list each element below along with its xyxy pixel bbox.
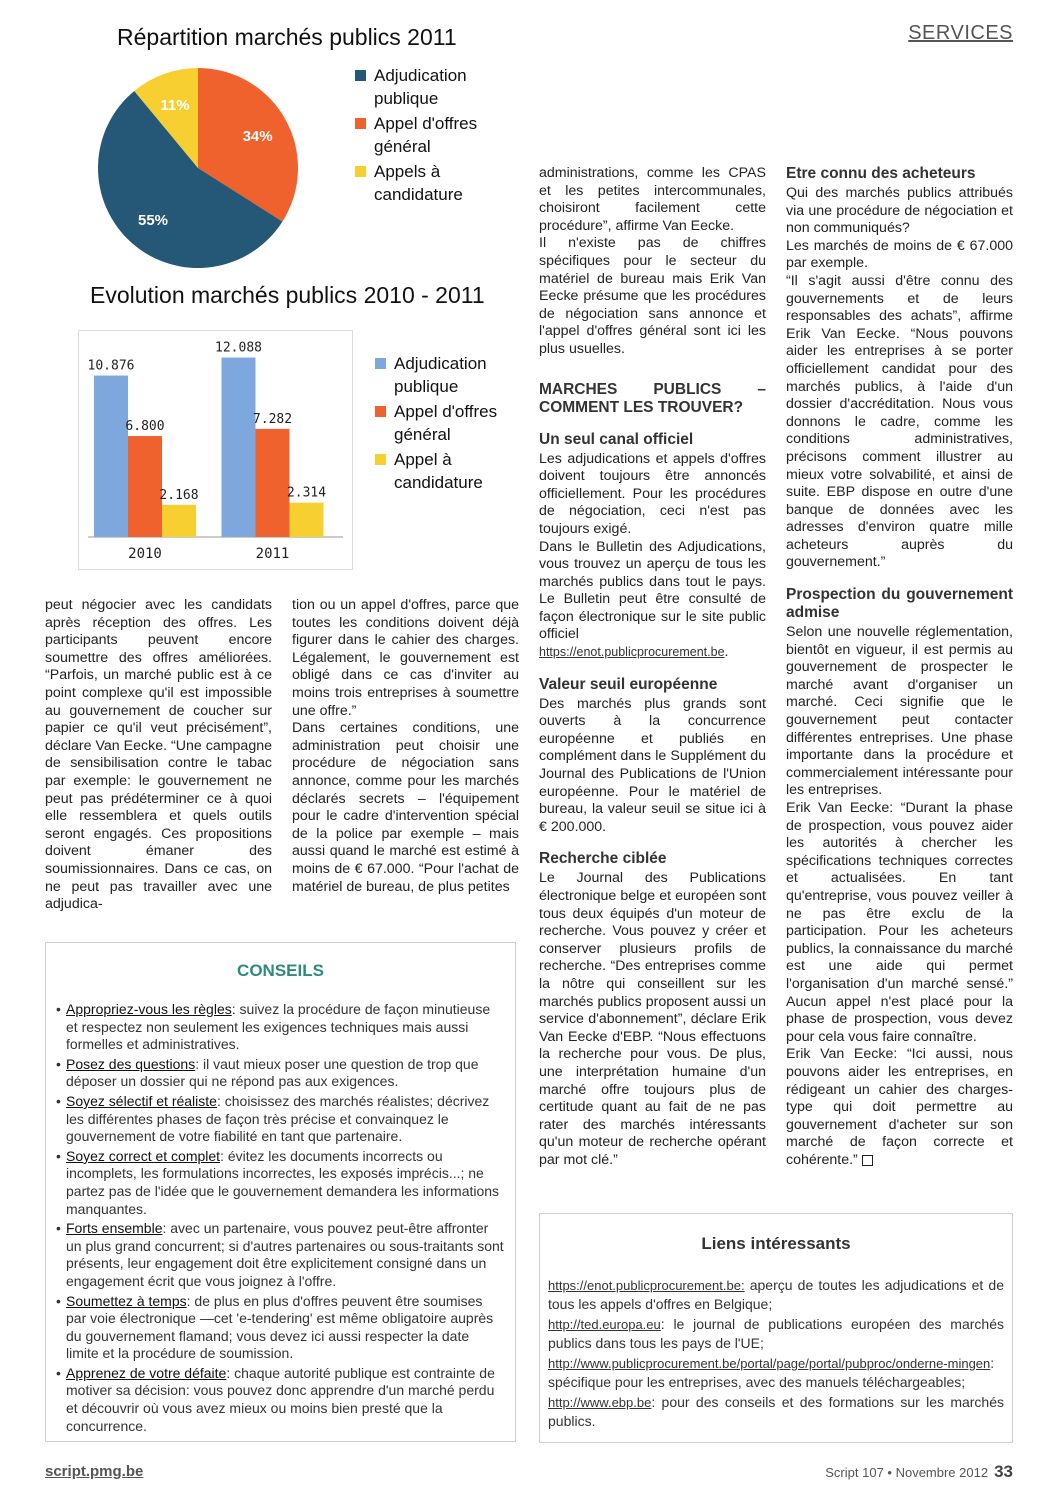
paragraph: administrations, comme les CPAS et les petites intercommunales, choisiront facilement cette procédure”, affirme Van Eecke.: [539, 165, 766, 234]
conseil-item: [56, 1056, 505, 1091]
bar-value-label: 6.800: [125, 419, 165, 435]
bar-value-label: 2.168: [159, 487, 199, 503]
pie-legend-item: [355, 112, 505, 158]
legend-label: Appel d'offres général: [374, 114, 478, 156]
bar-legend-item: [375, 448, 525, 494]
pie-slice-label: 11%: [160, 97, 190, 115]
conseil-term: Soumettez à temps: [66, 1292, 187, 1309]
bullet-icon: •: [56, 1001, 61, 1017]
conseils-title: CONSEILS: [237, 961, 324, 980]
legend-label: Appel à candidature: [394, 450, 483, 492]
bar: [256, 429, 290, 537]
bar: [162, 505, 196, 537]
paragraph: Les marchés de moins de € 67.000 par exemple.: [786, 237, 1013, 272]
x-tick-label: 2011: [255, 546, 290, 562]
page-number: 33: [994, 1462, 1013, 1481]
conseil-item: [56, 1293, 505, 1363]
section-heading: MARCHES PUBLICS – COMMENT LES TROUVER?: [539, 380, 766, 416]
lien-item: [548, 1354, 1004, 1391]
lien-url[interactable]: http://ted.europa.eu: [548, 1317, 661, 1332]
conseil-term: Apprenez de votre défaite: [66, 1364, 227, 1381]
lien-url[interactable]: http://www.ebp.be: [548, 1395, 652, 1410]
bar-chart-title: Evolution marchés publics 2010 - 2011: [90, 282, 485, 308]
liens-box: [539, 1213, 1013, 1443]
conseil-term: Appropriez-vous les règles: [66, 1001, 232, 1017]
pie-legend: [355, 64, 505, 208]
pie-slice-label: 34%: [242, 128, 273, 146]
bar-legend: [375, 352, 525, 496]
paragraph: Des marchés plus grands sont ouverts à la concurrence européenne et publiés en complément dans le Supplément du Journal des Publications de l'Union européenne. Pour le matériel de bureau, la valeur seuil se situe ici à € 200.000.: [539, 695, 766, 835]
bar: [222, 358, 256, 537]
legend-swatch: [355, 70, 366, 81]
legend-swatch: [375, 454, 386, 465]
article-column-1: [45, 597, 272, 914]
paragraph: Il n'existe pas de chiffres spécifiques pour le secteur du matériel de bureau mais Erik Van Eecke présume que les procédures de négociation sans annonce et l'appel d'offres général sont ici les plus usuelles.: [539, 235, 766, 357]
paragraph: Dans certaines conditions, une administration peut choisir une procédure de négociation sans annonce, comme pour les marchés déclarés secrets – l'équipement pour le cadre d'intervention spécial de la police par exemple – mais aussi quand le marché est estimé à moins de € 67.000. “Pour l'achat de matériel de bureau, de plus petites: [292, 720, 519, 895]
lien-item: [548, 1393, 1004, 1430]
bar-value-label: 10.876: [87, 358, 135, 374]
bar: [290, 503, 324, 537]
legend-swatch: [355, 118, 366, 129]
bullet-icon: •: [56, 1092, 61, 1109]
paragraph: Les adjudications et appels d'offres doivent toujours être annoncés officiellement. Pour les procédures de négociation, ceci n'est pas toujours exigé.: [539, 450, 766, 537]
paragraph: Dans le Bulletin des Adjudications, vous trouvez un aperçu de tous les marchés publics dans tout le pays. Le Bulletin peut être consulté de façon électronique sur le site public officiel https://enot.publicprocurement.be.: [539, 538, 766, 661]
liens-title: Liens intéressants: [701, 1234, 851, 1253]
pie-legend-item: [355, 64, 505, 110]
article-column-4: [786, 165, 1013, 1169]
lien-item: [548, 1315, 1004, 1352]
end-of-article-icon: [862, 1155, 873, 1166]
bar-legend-item: [375, 400, 525, 446]
lien-text: : spécifique pour les entreprises, avec des manuels téléchargeables;: [548, 1355, 995, 1390]
paragraph: [786, 1046, 1013, 1169]
bar-chart: [78, 330, 353, 570]
legend-swatch: [355, 166, 366, 177]
conseil-item: [56, 1365, 505, 1435]
issue-label: Script 107 • Novembre 2012: [825, 1465, 989, 1480]
bullet-icon: •: [56, 1055, 61, 1072]
conseil-term: Soyez sélectif et réaliste: [66, 1092, 217, 1109]
pie-legend-item: [355, 160, 505, 206]
paragraph: “Il s'agit aussi d'être connu des gouvernements et de leurs responsables des achats”, affirme Erik Van Eecke. “Nous pouvons aider les entreprises à se porter officiellement candidat pour des marchés publics, à l'aide d'un dossier d'accréditation. Nous vous donnons le cadre, comme les conditions administratives, précisons comment illustrer au mieux votre solvabilité, et ainsi de suite. EBP dispose en outre d'une banque de données avec les adresses d'environ quatre mille acheteurs auprès du gouvernement.”: [786, 272, 1013, 571]
conseil-text: : de plus en plus d'offres peuvent être soumises par voie électronique —cet 'e-tendering' est même obligatoire auprès du gouvernement flamand; vous devez ici aussi respecter la date limite et la procédure de soumission.: [66, 1292, 494, 1362]
conseil-item: [56, 1093, 505, 1146]
paragraph: peut négocier avec les candidats après réception des offres. Les participants peuvent encore soumettre des offres améliorées. “Parfois, un marché public est à ce point complexe qu'il est impossible au gouvernement de coucher sur papier ce qu'il veut précisément”, déclare Van Eecke. “Une campagne de sensibilisation contre le tabac par exemple: le gouvernement ne peut pas prédéterminer ce à quoi elle ressemblera et quels outils seront engagés. Ces propositions doivent émaner des soumissionnaires. Dans ce cas, on ne peut pas travailler avec une adjudica-: [45, 597, 272, 913]
legend-swatch: [375, 358, 386, 369]
bullet-icon: •: [56, 1292, 61, 1309]
conseil-text: : avec un partenaire, vous pouvez peut-être affronter un plus grand concurrent; si d'autres partenaires ou sous-traitants sont présents, leur engagement doit être explicitement consigné dans un engagement écrit que vous joignez à l'offre.: [66, 1220, 504, 1289]
bar-legend-item: [375, 352, 525, 398]
article-column-3: [539, 165, 766, 1170]
paragraph: tion ou un appel d'offres, parce que toutes les conditions doivent déjà figurer dans le cahier des charges. Légalement, le gouvernement est obligé dans ce cas d'inviter au moins trois entreprises à soumettre une offre.”: [292, 597, 519, 719]
bulletin-link[interactable]: https://enot.publicprocurement.be: [539, 645, 725, 660]
subheading: Etre connu des acheteurs: [786, 165, 976, 182]
lien-url[interactable]: http://www.publicprocurement.be/portal/page/portal/pubproc/onderne-mingen: [548, 1356, 991, 1371]
paragraph-text: Dans le Bulletin des Adjudications, vous trouvez un aperçu de tous les marchés publics dans tout le pays. Le Bulletin peut être consulté de façon électronique sur le site public officiel: [539, 538, 766, 643]
liens-list: [548, 1276, 1004, 1430]
conseil-item: [56, 1148, 505, 1218]
legend-label: Adjudication publique: [394, 354, 487, 396]
conseil-text: : évitez les documents incorrects ou incomplets, les formulations incorrectes, les exposés imprécis...; ne partez pas de l'idée que le gouvernement demandera les informations manquantes.: [66, 1147, 500, 1217]
paragraph-text: Erik Van Eecke: “Ici aussi, nous pouvons aider les entreprises, en rédigeant un cahier des charges-type qui doit permettre au gouvernement d'acheter sur son marché de façon correcte et cohérente.”: [786, 1046, 1013, 1168]
bar-value-label: 12.088: [215, 340, 262, 356]
lien-item: [548, 1276, 1004, 1313]
legend-label: Appel d'offres général: [394, 402, 498, 444]
subheading: Recherche ciblée: [539, 850, 667, 868]
subheading: Un seul canal officiel: [539, 430, 694, 448]
lien-text: : le journal de publications européen des marchés publics dans tous les pays de l'UE;: [548, 1316, 1004, 1351]
bullet-icon: •: [56, 1147, 61, 1164]
subheading: Valeur seuil européenne: [539, 675, 718, 693]
legend-label: Appels à candidature: [374, 162, 463, 204]
paragraph: Erik Van Eecke: “Durant la phase de prospection, vous pouvez aider les autorités à chercher les spécifications techniques correctes et actualisées. En tant qu'entreprise, vous pouvez veiller à ne pas être exclu de la participation. Pour les acheteurs publics, la connaissance du marché est une aide qui permet l'organisation d'un marché sensé.” Aucun appel n'est placé pour la phase de prospection, vous devez pour cela vous faire connaître.: [786, 800, 1013, 1045]
pie-slice-label: 55%: [138, 212, 169, 230]
section-tag: SERVICES: [908, 22, 1013, 44]
paragraph: Qui des marchés publics attribués via une procédure de négociation et non communiqués?: [786, 185, 1013, 237]
bar-value-label: 2.314: [286, 485, 327, 501]
pie-chart: [90, 60, 310, 280]
article-column-2: [292, 597, 519, 896]
paragraph: Selon une nouvelle réglementation, bientôt en vigueur, il est permis au gouvernement de prospecter le marché avant d'organiser un marché. Ceci signifie que le gouvernement peut contacter différentes entreprises. Une phase importante dans la procédure et commercialement intéressante pour les entreprises.: [786, 624, 1013, 799]
x-tick-label: 2010: [128, 546, 162, 562]
footer-issue: [825, 1462, 1013, 1482]
lien-text: : pour des conseils et des formations sur les marchés publics.: [548, 1394, 1004, 1429]
conseil-term: Forts ensemble: [66, 1220, 163, 1237]
conseil-text: : suivez la procédure de façon minutieuse et respectez non seulement les exigences techniques mais aussi formelles et administratives.: [66, 1001, 491, 1053]
conseil-item: [56, 1001, 505, 1054]
bar-value-label: 7.282: [252, 411, 293, 427]
conseil-term: Posez des questions: [66, 1055, 196, 1072]
bullet-icon: •: [56, 1364, 61, 1381]
subheading: Prospection du gouvernement admise: [786, 586, 1013, 622]
bullet-icon: •: [56, 1220, 61, 1237]
conseil-text: : il vaut mieux poser une question de trop que déposer un dossier qui ne répond pas aux exigences.: [66, 1055, 479, 1090]
legend-swatch: [375, 406, 386, 417]
footer-site[interactable]: script.pmg.be: [45, 1463, 144, 1480]
conseils-list: [56, 1001, 505, 1435]
conseil-item: [56, 1220, 505, 1290]
pie-chart-title: Répartition marchés publics 2011: [117, 24, 457, 50]
conseil-text: : chaque autorité publique est contrainte de motiver sa décision: vous pouvez donc apprendre d'un marché perdu et découvrir où vous avez mieux ou moins bien presté que la concurrence.: [66, 1364, 495, 1434]
conseil-text: : choisissez des marchés réalistes; décrivez les différentes phases de façon très précise et convainquez le gouvernement de votre fiabilité en tant que partenaire.: [66, 1092, 490, 1145]
conseils-box: [45, 942, 516, 1442]
paragraph: Le Journal des Publications électronique belge et européen sont tous deux équipés d'un moteur de recherche. Vous pouvez y créer et conserver plusieurs profils de recherche. “Des entreprises comme la nôtre qui conseillent sur les marchés publics proposent aussi un service d'abonnement”, déclare Erik Van Eecke d'EBP. “Nous effectuons la recherche pour vous. De plus, une interprétation humaine d'un marché offre toujours plus de certitude quant au fait de ne pas rater des marchés intéressants qu'un moteur de recherche opérant par mot clé.”: [539, 870, 766, 1168]
lien-url[interactable]: https://enot.publicprocurement.be:: [548, 1278, 745, 1293]
lien-text: aperçu de toutes les adjudications et de tous les appels d'offres en Belgique;: [548, 1277, 1004, 1312]
conseil-term: Soyez correct et complet: [66, 1147, 221, 1164]
bar: [128, 436, 162, 537]
bar: [94, 376, 128, 537]
legend-label: Adjudication publique: [374, 66, 467, 108]
